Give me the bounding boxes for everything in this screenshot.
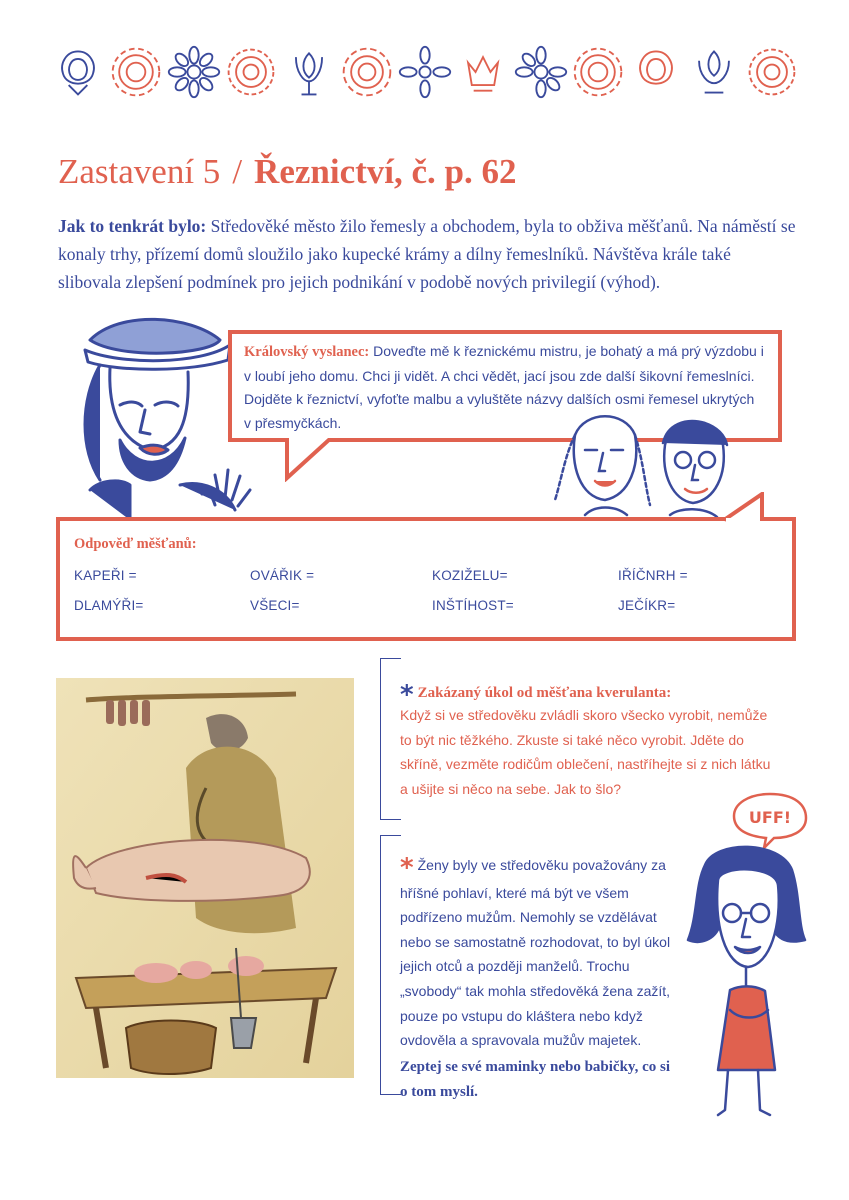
- daisy-ornament-icon: [166, 44, 222, 100]
- women-question: Zeptej se své maminky nebo babičky, co si o tom myslí.: [400, 1058, 671, 1101]
- flower-ornament-icon: [50, 44, 106, 100]
- tulip-ornament-icon: [455, 44, 511, 100]
- intro-lead: Jak to tenkrát bylo:: [58, 216, 207, 236]
- daisy-ornament-icon: [397, 44, 453, 100]
- asterisk-icon: *: [400, 853, 414, 883]
- anagram-field[interactable]: DLAMÝŘI=: [74, 598, 144, 613]
- sun-ornament-icon: [108, 44, 164, 100]
- daisy-ornament-icon: [513, 44, 569, 100]
- flower-ornament-icon: [628, 44, 684, 100]
- asterisk-icon: *: [400, 680, 414, 710]
- women-bracket: [380, 835, 381, 1095]
- anagram-field[interactable]: OVÁŘIK =: [250, 568, 315, 583]
- task-heading: Zakázaný úkol od měšťana kverulanta:: [417, 685, 672, 701]
- intro-text: Středověké město žilo řemesly a obchodem, byla to obživa měšťanů. Na náměstí se konaly trhy, přízemí domů sloužilo jako kupecké krámy a dílny řemeslníků. Návštěva krále také slibovala zlepšení podmínek pro jejich podnikání v podobě nových privilegií (výhod).: [58, 216, 796, 292]
- uff-speech-bubble: [730, 790, 810, 850]
- sun-ornament-icon: [570, 44, 626, 100]
- task-bracket: [380, 658, 381, 820]
- anagram-field[interactable]: JEČÍKR=: [618, 598, 676, 613]
- townspeople-illustration: [545, 405, 745, 525]
- page-title: [58, 152, 517, 192]
- butcher-painting-image: [56, 678, 354, 1078]
- anagram-field[interactable]: KOZIŽELU=: [432, 568, 508, 583]
- answer-title: Odpověď měšťanů:: [74, 536, 197, 552]
- women-text: [400, 853, 680, 1105]
- speech-bubble-tail: [285, 438, 335, 482]
- sun-ornament-icon: [744, 44, 800, 100]
- stop-label: Zastavení 5: [58, 152, 221, 191]
- title-separator: /: [232, 152, 243, 191]
- tulip-ornament-icon: [281, 44, 337, 100]
- task-text: Když si ve středověku zvládli skoro všecko vyrobit, nemůže to být nic těžkého. Zkuste si také něco vyrobit. Jděte do skříně, vezměte rodičům oblečení, nastříhejte si z nich látku a ušijte si něco na sebe. Jak to šlo?: [400, 707, 771, 797]
- envoy-speaker: Královský vyslanec:: [244, 344, 370, 360]
- anagram-field[interactable]: KAPEŘI =: [74, 568, 137, 583]
- sun-ornament-icon: [339, 44, 395, 100]
- intro-paragraph: [58, 212, 798, 296]
- anagram-field[interactable]: IŘÍČNRH =: [618, 568, 688, 583]
- tulip-ornament-icon: [686, 44, 742, 100]
- folk-ornament-row: [50, 44, 800, 114]
- sun-ornament-icon: [223, 44, 279, 100]
- anagram-field[interactable]: INŠTÍHOST=: [432, 598, 514, 613]
- answer-bubble-tail: [722, 492, 778, 522]
- envoy-message: Doveďte mě k řeznickému mistru, je bohatý a má prý výzdobu i v loubí jeho domu. Chci ji vidět. A chci vědět, jací jsou zde další šikovní řemeslníci. Dojděte k řeznictví, vyfoťte malbu a vyluštěte názvy dalších osmi řemesel ukrytých v přesmyčkách.: [244, 343, 764, 431]
- woman-illustration: [680, 845, 810, 1120]
- uff-text: UFF!: [748, 808, 792, 827]
- stop-title: Řeznictví, č. p. 62: [254, 152, 517, 191]
- women-paragraph: Ženy byly ve středověku považovány za hříšné pohlaví, které má být ve všem podřízeno mužům. Nemohly se vzdělávat nebo se samostatně rozhodovat, to byl úkol jejich otců a později manželů. Trochu „svobody“ tak mohla středověká žena zažít, pouze po vstupu do kláštera nebo když ovdověla a spravovala mužův majetek.: [400, 857, 671, 1049]
- anagram-field[interactable]: VŠECI=: [250, 598, 300, 613]
